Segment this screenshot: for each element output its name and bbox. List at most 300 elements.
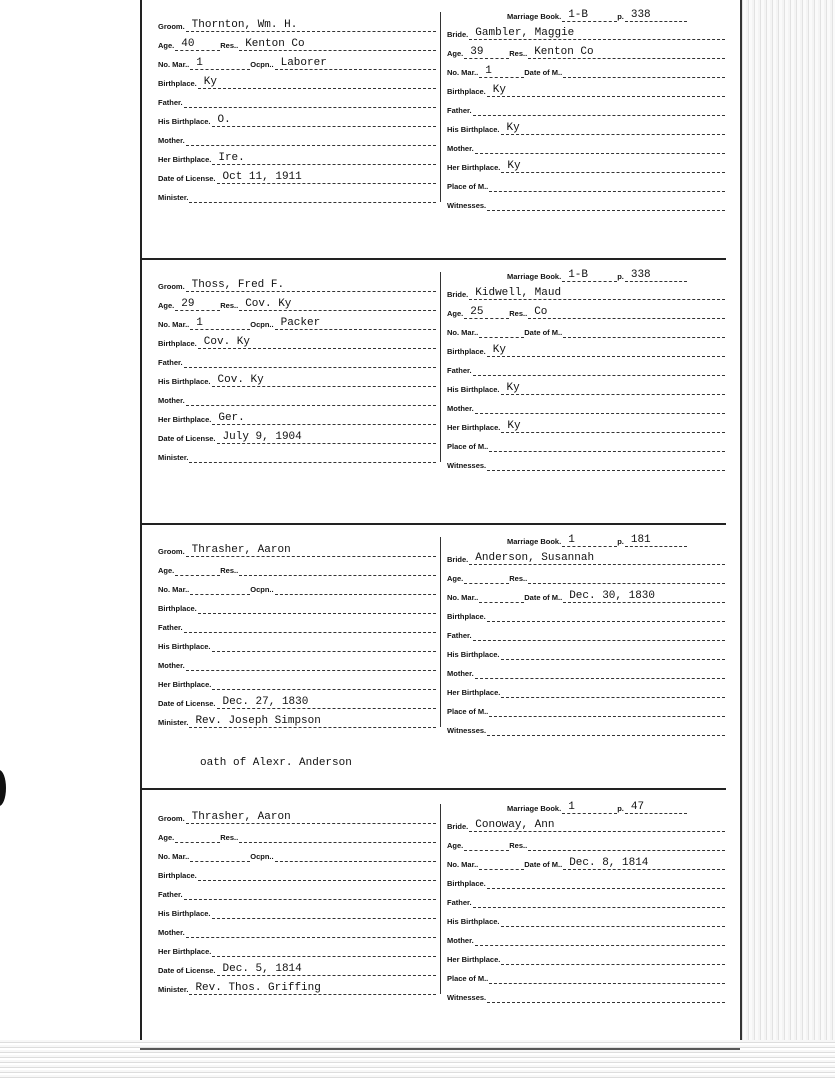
marriage-book-row bbox=[507, 533, 687, 547]
birthplace-label: Birthplace. bbox=[447, 87, 486, 96]
groom-minister-value: Rev. Joseph Simpson bbox=[195, 715, 321, 727]
groom-age-line bbox=[175, 38, 220, 51]
marriage-book-number-value: 1 bbox=[568, 534, 575, 546]
groom-her-birthplace-row bbox=[158, 151, 436, 165]
groom-her-birthplace-line bbox=[212, 677, 436, 690]
groom-age-value: 40 bbox=[181, 38, 195, 50]
groom-age-line bbox=[175, 563, 220, 576]
no-mar-label: No. Mar.. bbox=[158, 852, 190, 861]
groom-license-row bbox=[158, 695, 436, 709]
bride-name-line bbox=[469, 27, 725, 40]
birthplace-label: Birthplace. bbox=[447, 347, 486, 356]
bride-his-birthplace-line bbox=[501, 382, 725, 395]
bride-no-mar-value: 1 bbox=[485, 65, 492, 77]
mother-label: Mother. bbox=[158, 661, 185, 670]
bride-name-line bbox=[469, 819, 725, 832]
groom-ocpn-line bbox=[275, 582, 436, 595]
date-of-license-label: Date of License. bbox=[158, 699, 216, 708]
groom-age-value: 29 bbox=[181, 298, 195, 310]
groom-minister-line bbox=[189, 450, 436, 463]
groom-birthplace-line bbox=[198, 868, 436, 881]
groom-nomar-row bbox=[158, 316, 436, 330]
groom-his-birthplace-row bbox=[158, 113, 436, 127]
bride-father-line bbox=[473, 628, 725, 641]
father-label: Father. bbox=[447, 366, 472, 375]
column-divider bbox=[440, 12, 441, 202]
groom-father-row bbox=[158, 619, 436, 633]
witnesses-label: Witnesses. bbox=[447, 726, 487, 735]
groom-date-of-license-line bbox=[217, 963, 436, 976]
groom-name-value: Thoss, Fred F. bbox=[191, 279, 285, 291]
bride-mother-row bbox=[447, 140, 725, 154]
groom-name-line bbox=[186, 544, 436, 557]
bride-her-birthplace-line bbox=[501, 420, 725, 433]
groom-age-row bbox=[158, 297, 436, 311]
no-mar-label: No. Mar.. bbox=[447, 68, 479, 77]
bride-no-mar-line bbox=[479, 65, 524, 78]
bride-father-row bbox=[447, 362, 725, 376]
his-birthplace-label: His Birthplace. bbox=[447, 650, 500, 659]
bride-label: Bride. bbox=[447, 822, 469, 831]
bride-no-mar-line bbox=[479, 325, 524, 338]
groom-father-row bbox=[158, 94, 436, 108]
page-label: p. bbox=[617, 537, 624, 546]
bride-mother-line bbox=[475, 933, 725, 946]
groom-minister-row bbox=[158, 981, 436, 995]
marriage-book-number-line bbox=[562, 801, 617, 814]
marriage-book-number-line bbox=[562, 9, 617, 22]
bride-place-of-m-line bbox=[489, 971, 725, 984]
her-birthplace-label: Her Birthplace. bbox=[158, 415, 212, 424]
groom-minister-row bbox=[158, 714, 436, 728]
bride-no-mar-line bbox=[479, 857, 524, 870]
groom-father-line bbox=[184, 887, 436, 900]
bride-father-line bbox=[473, 103, 725, 116]
age-label: Age. bbox=[158, 41, 175, 50]
groom-his-birthplace-value: Cov. Ky bbox=[217, 374, 264, 386]
date-of-m-label: Date of M.. bbox=[524, 68, 563, 77]
bride-age-line bbox=[464, 46, 509, 59]
his-birthplace-label: His Birthplace. bbox=[158, 377, 211, 386]
marriage-book-label: Marriage Book. bbox=[507, 272, 562, 281]
bride-place-of-m-line bbox=[489, 179, 725, 192]
bride-birthplace-row bbox=[447, 83, 725, 97]
groom-label: Groom. bbox=[158, 814, 185, 823]
bride-birthplace-line bbox=[487, 344, 725, 357]
marriage-book-row bbox=[507, 268, 687, 282]
bride-his-birthplace-value: Ky bbox=[506, 122, 520, 134]
scan-edge-bottom bbox=[0, 1040, 835, 1080]
res-label: Res.. bbox=[220, 833, 239, 842]
groom-his-birthplace-row bbox=[158, 373, 436, 387]
bride-witnesses-line bbox=[487, 198, 725, 211]
groom-license-row bbox=[158, 170, 436, 184]
groom-mother-row bbox=[158, 392, 436, 406]
minister-label: Minister. bbox=[158, 985, 189, 994]
groom-mother-line bbox=[186, 658, 436, 671]
marriage-book-page-line bbox=[625, 534, 687, 547]
groom-name-line bbox=[186, 19, 436, 32]
groom-no-mar-line bbox=[190, 317, 250, 330]
marriage-book-page-line bbox=[625, 9, 687, 22]
marriage-book-number-value: 1-B bbox=[568, 9, 588, 21]
minister-label: Minister. bbox=[158, 718, 189, 727]
his-birthplace-label: His Birthplace. bbox=[158, 909, 211, 918]
her-birthplace-label: Her Birthplace. bbox=[158, 155, 212, 164]
groom-nomar-row bbox=[158, 581, 436, 595]
bride-his-birthplace-line bbox=[501, 647, 725, 660]
groom-label: Groom. bbox=[158, 22, 185, 31]
groom-his-birthplace-line bbox=[212, 906, 436, 919]
bride-his-birthplace-row bbox=[447, 646, 725, 660]
groom-minister-value: Rev. Thos. Griffing bbox=[195, 982, 321, 994]
page-label: p. bbox=[617, 12, 624, 21]
bride-label: Bride. bbox=[447, 30, 469, 39]
her-birthplace-label: Her Birthplace. bbox=[447, 955, 501, 964]
no-mar-label: No. Mar.. bbox=[447, 328, 479, 337]
age-label: Age. bbox=[158, 566, 175, 575]
groom-mother-line bbox=[186, 133, 436, 146]
witnesses-label: Witnesses. bbox=[447, 461, 487, 470]
groom-name-value: Thrasher, Aaron bbox=[191, 544, 291, 556]
bride-birthplace-row bbox=[447, 608, 725, 622]
res-label: Res.. bbox=[509, 309, 528, 318]
groom-res-line bbox=[239, 298, 436, 311]
marriage-book-row bbox=[507, 8, 687, 22]
age-label: Age. bbox=[447, 574, 464, 583]
bride-age-line bbox=[464, 571, 509, 584]
bride-birthplace-value: Ky bbox=[492, 84, 506, 96]
bride-his-birthplace-row bbox=[447, 381, 725, 395]
bride-his-birthplace-line bbox=[501, 914, 725, 927]
age-label: Age. bbox=[447, 841, 464, 850]
groom-his-birthplace-value: O. bbox=[217, 114, 231, 126]
bride-birthplace-line bbox=[487, 609, 725, 622]
bride-res-value: Co bbox=[534, 306, 548, 318]
groom-age-line bbox=[175, 830, 220, 843]
bride-place-row bbox=[447, 970, 725, 984]
father-label: Father. bbox=[447, 106, 472, 115]
record-note: oath of Alexr. Anderson bbox=[200, 757, 352, 769]
birthplace-label: Birthplace. bbox=[158, 604, 197, 613]
res-label: Res.. bbox=[220, 41, 239, 50]
bride-nomar-row bbox=[447, 64, 725, 78]
date-of-m-label: Date of M.. bbox=[524, 860, 563, 869]
his-birthplace-label: His Birthplace. bbox=[447, 125, 500, 134]
bride-res-value: Kenton Co bbox=[534, 46, 594, 58]
bride-witnesses-line bbox=[487, 458, 725, 471]
bride-birthplace-line bbox=[487, 84, 725, 97]
father-label: Father. bbox=[158, 623, 183, 632]
groom-row bbox=[158, 18, 436, 32]
groom-birthplace-row bbox=[158, 75, 436, 89]
groom-nomar-row bbox=[158, 56, 436, 70]
groom-row bbox=[158, 543, 436, 557]
bride-birthplace-row bbox=[447, 343, 725, 357]
groom-res-value: Kenton Co bbox=[245, 38, 305, 50]
groom-mother-row bbox=[158, 657, 436, 671]
groom-her-birthplace-line bbox=[212, 412, 436, 425]
bride-her-birthplace-row bbox=[447, 684, 725, 698]
date-of-license-label: Date of License. bbox=[158, 174, 216, 183]
bride-father-line bbox=[473, 895, 725, 908]
groom-res-line bbox=[239, 830, 436, 843]
bride-name-value: Gambler, Maggie bbox=[475, 27, 575, 39]
bride-age-row bbox=[447, 570, 725, 584]
her-birthplace-label: Her Birthplace. bbox=[447, 163, 501, 172]
marriage-book-number-value: 1 bbox=[568, 801, 575, 813]
father-label: Father. bbox=[158, 98, 183, 107]
bride-father-row bbox=[447, 627, 725, 641]
no-mar-label: No. Mar.. bbox=[447, 860, 479, 869]
his-birthplace-label: His Birthplace. bbox=[158, 117, 211, 126]
his-birthplace-label: His Birthplace. bbox=[158, 642, 211, 651]
marriage-book-row bbox=[507, 800, 687, 814]
record-separator bbox=[140, 788, 726, 790]
bride-nomar-row bbox=[447, 324, 725, 338]
mother-label: Mother. bbox=[158, 136, 185, 145]
groom-birthplace-value: Cov. Ky bbox=[203, 336, 250, 348]
birthplace-label: Birthplace. bbox=[158, 79, 197, 88]
birthplace-label: Birthplace. bbox=[447, 879, 486, 888]
place-of-m-label: Place of M.. bbox=[447, 182, 489, 191]
bride-place-of-m-line bbox=[489, 439, 725, 452]
witnesses-label: Witnesses. bbox=[447, 201, 487, 210]
groom-name-line bbox=[186, 811, 436, 824]
bride-mother-line bbox=[475, 666, 725, 679]
bride-her-birthplace-row bbox=[447, 159, 725, 173]
bride-date-of-m-line bbox=[563, 590, 725, 603]
page-label: p. bbox=[617, 272, 624, 281]
bride-his-birthplace-line bbox=[501, 122, 725, 135]
groom-ocpn-value: Laborer bbox=[280, 57, 327, 69]
bride-name-value: Kidwell, Maud bbox=[475, 287, 562, 299]
res-label: Res.. bbox=[509, 49, 528, 58]
witnesses-label: Witnesses. bbox=[447, 993, 487, 1002]
groom-her-birthplace-row bbox=[158, 411, 436, 425]
bride-his-birthplace-row bbox=[447, 121, 725, 135]
groom-minister-row bbox=[158, 189, 436, 203]
date-of-m-label: Date of M.. bbox=[524, 328, 563, 337]
groom-age-row bbox=[158, 562, 436, 576]
bride-age-line bbox=[464, 838, 509, 851]
bride-age-value: 39 bbox=[470, 46, 484, 58]
groom-age-row bbox=[158, 37, 436, 51]
bride-name-value: Anderson, Susannah bbox=[475, 552, 595, 564]
mother-label: Mother. bbox=[158, 396, 185, 405]
her-birthplace-label: Her Birthplace. bbox=[447, 688, 501, 697]
bride-name-line bbox=[469, 552, 725, 565]
marriage-record bbox=[150, 8, 730, 253]
ocpn-label: Ocpn.. bbox=[250, 60, 274, 69]
mother-label: Mother. bbox=[447, 144, 474, 153]
groom-mother-row bbox=[158, 132, 436, 146]
bride-mother-row bbox=[447, 932, 725, 946]
bride-birthplace-row bbox=[447, 875, 725, 889]
marriage-book-page-line bbox=[625, 269, 687, 282]
groom-no-mar-line bbox=[190, 582, 250, 595]
marriage-book-label: Marriage Book. bbox=[507, 804, 562, 813]
groom-date-of-license-value: Dec. 5, 1814 bbox=[222, 963, 302, 975]
date-of-license-label: Date of License. bbox=[158, 434, 216, 443]
his-birthplace-label: His Birthplace. bbox=[447, 917, 500, 926]
marriage-book-number-line bbox=[562, 269, 617, 282]
groom-her-birthplace-row bbox=[158, 943, 436, 957]
marriage-book-page-value: 181 bbox=[630, 534, 651, 546]
column-divider bbox=[440, 537, 441, 727]
groom-her-birthplace-value: Ger. bbox=[218, 412, 245, 424]
mother-label: Mother. bbox=[158, 928, 185, 937]
bride-father-line bbox=[473, 363, 725, 376]
groom-birthplace-line bbox=[198, 336, 436, 349]
groom-birthplace-line bbox=[198, 76, 436, 89]
groom-minister-line bbox=[189, 715, 436, 728]
bride-age-row bbox=[447, 305, 725, 319]
mother-label: Mother. bbox=[447, 669, 474, 678]
place-of-m-label: Place of M.. bbox=[447, 707, 489, 716]
marriage-book-page-value: 338 bbox=[630, 9, 651, 21]
groom-birthplace-value: Ky bbox=[203, 76, 217, 88]
marriage-book-page-line bbox=[625, 801, 687, 814]
groom-father-line bbox=[184, 95, 436, 108]
bride-her-birthplace-line bbox=[501, 160, 725, 173]
bride-res-line bbox=[528, 306, 725, 319]
bride-his-birthplace-row bbox=[447, 913, 725, 927]
age-label: Age. bbox=[158, 833, 175, 842]
marriage-record bbox=[150, 533, 730, 778]
res-label: Res.. bbox=[220, 301, 239, 310]
groom-date-of-license-value: July 9, 1904 bbox=[222, 431, 302, 443]
minister-label: Minister. bbox=[158, 453, 189, 462]
bride-witnesses-row bbox=[447, 197, 725, 211]
mother-label: Mother. bbox=[447, 936, 474, 945]
bride-mother-line bbox=[475, 401, 725, 414]
groom-minister-line bbox=[189, 982, 436, 995]
groom-ocpn-line bbox=[275, 57, 436, 70]
groom-date-of-license-value: Dec. 27, 1830 bbox=[222, 696, 309, 708]
groom-her-birthplace-line bbox=[212, 944, 436, 957]
bride-age-row bbox=[447, 45, 725, 59]
groom-ocpn-value: Packer bbox=[280, 317, 321, 329]
bride-row bbox=[447, 551, 725, 565]
minister-label: Minister. bbox=[158, 193, 189, 202]
birthplace-label: Birthplace. bbox=[158, 339, 197, 348]
bride-father-row bbox=[447, 102, 725, 116]
bride-age-value: 25 bbox=[470, 306, 484, 318]
groom-date-of-license-line bbox=[217, 431, 436, 444]
groom-birthplace-line bbox=[198, 601, 436, 614]
groom-her-birthplace-line bbox=[212, 152, 436, 165]
bride-place-of-m-line bbox=[489, 704, 725, 717]
page-label: p. bbox=[617, 804, 624, 813]
marriage-book-label: Marriage Book. bbox=[507, 537, 562, 546]
her-birthplace-label: Her Birthplace. bbox=[158, 947, 212, 956]
father-label: Father. bbox=[158, 890, 183, 899]
bride-birthplace-value: Ky bbox=[492, 344, 506, 356]
groom-birthplace-row bbox=[158, 600, 436, 614]
groom-res-value: Cov. Ky bbox=[245, 298, 292, 310]
no-mar-label: No. Mar.. bbox=[447, 593, 479, 602]
bride-witnesses-line bbox=[487, 990, 725, 1003]
res-label: Res.. bbox=[220, 566, 239, 575]
bride-row bbox=[447, 286, 725, 300]
groom-name-value: Thrasher, Aaron bbox=[191, 811, 291, 823]
ocpn-label: Ocpn.. bbox=[250, 852, 274, 861]
groom-date-of-license-value: Oct 11, 1911 bbox=[222, 171, 302, 183]
marriage-book-number-line bbox=[562, 534, 617, 547]
bride-witnesses-row bbox=[447, 457, 725, 471]
father-label: Father. bbox=[158, 358, 183, 367]
bride-place-row bbox=[447, 438, 725, 452]
bride-label: Bride. bbox=[447, 290, 469, 299]
marriage-record bbox=[150, 268, 730, 513]
no-mar-label: No. Mar.. bbox=[158, 60, 190, 69]
groom-birthplace-row bbox=[158, 867, 436, 881]
bride-date-of-m-value: Dec. 30, 1830 bbox=[569, 590, 656, 602]
groom-name-value: Thornton, Wm. H. bbox=[191, 19, 298, 31]
groom-father-line bbox=[184, 355, 436, 368]
bride-her-birthplace-value: Ky bbox=[507, 160, 521, 172]
groom-row bbox=[158, 278, 436, 292]
groom-ocpn-line bbox=[275, 317, 436, 330]
groom-her-birthplace-value: Ire. bbox=[218, 152, 245, 164]
groom-mother-row bbox=[158, 924, 436, 938]
date-of-m-label: Date of M.. bbox=[524, 593, 563, 602]
groom-age-line bbox=[175, 298, 220, 311]
age-label: Age. bbox=[158, 301, 175, 310]
ocpn-label: Ocpn.. bbox=[250, 320, 274, 329]
bride-her-birthplace-row bbox=[447, 419, 725, 433]
groom-his-birthplace-line bbox=[212, 639, 436, 652]
groom-date-of-license-line bbox=[217, 171, 436, 184]
groom-license-row bbox=[158, 430, 436, 444]
his-birthplace-label: His Birthplace. bbox=[447, 385, 500, 394]
bride-label: Bride. bbox=[447, 555, 469, 564]
bride-no-mar-line bbox=[479, 590, 524, 603]
bride-age-line bbox=[464, 306, 509, 319]
bride-father-row bbox=[447, 894, 725, 908]
groom-mother-line bbox=[186, 925, 436, 938]
groom-date-of-license-line bbox=[217, 696, 436, 709]
bride-row bbox=[447, 26, 725, 40]
res-label: Res.. bbox=[509, 574, 528, 583]
mother-label: Mother. bbox=[447, 404, 474, 413]
groom-her-birthplace-row bbox=[158, 676, 436, 690]
scan-punch-mark bbox=[0, 770, 6, 806]
father-label: Father. bbox=[447, 631, 472, 640]
column-divider bbox=[440, 272, 441, 462]
bride-her-birthplace-line bbox=[501, 685, 725, 698]
groom-father-row bbox=[158, 354, 436, 368]
bride-mother-row bbox=[447, 400, 725, 414]
ocpn-label: Ocpn.. bbox=[250, 585, 274, 594]
bride-her-birthplace-row bbox=[447, 951, 725, 965]
bride-mother-row bbox=[447, 665, 725, 679]
groom-no-mar-line bbox=[190, 57, 250, 70]
groom-license-row bbox=[158, 962, 436, 976]
place-of-m-label: Place of M.. bbox=[447, 974, 489, 983]
groom-res-line bbox=[239, 38, 436, 51]
bride-res-line bbox=[528, 46, 725, 59]
marriage-book-page-value: 338 bbox=[630, 269, 651, 281]
place-of-m-label: Place of M.. bbox=[447, 442, 489, 451]
bride-witnesses-line bbox=[487, 723, 725, 736]
groom-father-line bbox=[184, 620, 436, 633]
bride-place-row bbox=[447, 178, 725, 192]
bride-date-of-m-line bbox=[563, 857, 725, 870]
bride-mother-line bbox=[475, 141, 725, 154]
res-label: Res.. bbox=[509, 841, 528, 850]
